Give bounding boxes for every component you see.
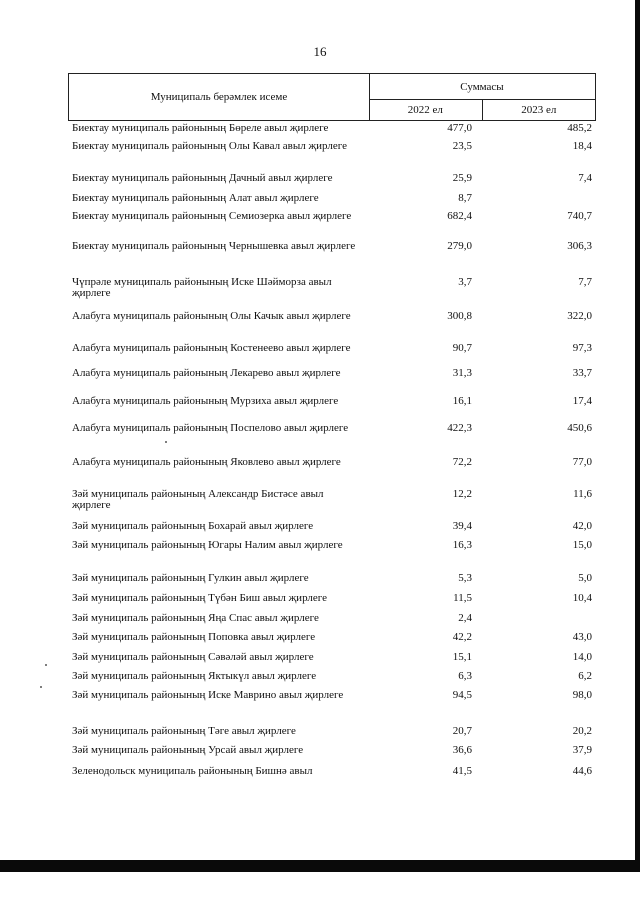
amount-2022: 11,5 xyxy=(453,592,472,604)
amount-2023: 15,0 xyxy=(572,539,592,551)
municipality-name: Алабуга муниципаль районының Олы Качык авыл җирлеге xyxy=(72,310,351,322)
amount-2023: 14,0 xyxy=(572,651,592,663)
amount-2022: 422,3 xyxy=(447,422,472,434)
amount-2023: 43,0 xyxy=(572,631,592,643)
municipality-name: Биектау муниципаль районының Олы Кавал авыл җирлеге xyxy=(72,140,347,152)
amount-2023: 98,0 xyxy=(572,689,592,701)
scan-edge-right xyxy=(635,0,640,870)
amount-2022: 300,8 xyxy=(447,310,472,322)
municipality-name: Алабуга муниципаль районының Поспелово авыл җирлеге xyxy=(72,422,349,434)
scan-edge-bottom xyxy=(0,860,640,872)
amount-2023: 20,2 xyxy=(572,725,592,737)
scan-speck xyxy=(165,441,167,443)
amount-2023: 10,4 xyxy=(572,592,592,604)
amount-2023: 97,3 xyxy=(572,342,592,354)
amount-2023: 306,3 xyxy=(567,240,592,252)
amount-2022: 12,2 xyxy=(452,488,472,500)
amount-2022: 279,0 xyxy=(447,240,472,252)
amount-2023: 7,7 xyxy=(578,276,592,288)
municipality-name: Чүпрәле муниципаль районының Иске Шәйморза авыл җирлеге xyxy=(72,276,332,299)
amount-2022: 25,9 xyxy=(452,172,472,184)
municipality-name: Биектау муниципаль районының Бөреле авыл җирлеге xyxy=(72,122,329,134)
header-year-2023: 2023 ел xyxy=(482,100,596,120)
amount-2023: 44,6 xyxy=(572,765,592,777)
municipality-name: Зәй муниципаль районының Поповка авыл җирлеге xyxy=(72,631,316,643)
amount-2022: 41,5 xyxy=(452,765,472,777)
municipality-name: Биектау муниципаль районының Семиозерка авыл җирлеге xyxy=(72,210,352,222)
scan-speck xyxy=(40,686,42,688)
amount-2022: 72,2 xyxy=(452,456,472,468)
municipality-name: Зәй муниципаль районының Яктыкүл авыл җирлеге xyxy=(72,670,317,682)
amount-2022: 39,4 xyxy=(452,520,472,532)
municipality-name: Зәй муниципаль районының Иске Маврино авыл җирлеге xyxy=(72,689,344,701)
page-number: 16 xyxy=(313,44,327,59)
municipality-name: Биектау муниципаль районының Алат авыл җирлеге xyxy=(72,192,319,204)
amount-2023: 17,4 xyxy=(572,395,592,407)
amount-2022: 16,1 xyxy=(452,395,472,407)
amount-2022: 5,3 xyxy=(458,572,472,584)
municipality-name: Алабуга муниципаль районының Мурзиха авыл җирлеге xyxy=(72,395,339,407)
header-sums-column xyxy=(369,74,595,120)
amount-2023: 450,6 xyxy=(567,422,592,434)
municipality-name: Зәй муниципаль районының Гулкин авыл җирлеге xyxy=(72,572,309,584)
amount-2022: 36,6 xyxy=(452,744,472,756)
amount-2023: 7,4 xyxy=(578,172,592,184)
municipality-name: Зәй муниципаль районының Александр Бистәсе авыл җирлеге xyxy=(72,488,324,511)
municipality-name: Зәй муниципаль районының Тәге авыл җирлеге xyxy=(72,725,296,737)
municipality-name: Биектау муниципаль районының Чернышевка авыл җирлеге xyxy=(72,240,356,252)
amount-2022: 682,4 xyxy=(447,210,472,222)
amount-2022: 20,7 xyxy=(452,725,472,737)
amount-2023: 6,2 xyxy=(578,670,592,682)
amount-2022: 23,5 xyxy=(452,140,472,152)
amount-2022: 16,3 xyxy=(452,539,472,551)
municipality-name: Зәй муниципаль районының Түбән Биш авыл җирлеге xyxy=(72,592,328,604)
amount-2023: 42,0 xyxy=(572,520,592,532)
amount-2023: 322,0 xyxy=(567,310,592,322)
municipality-name: Алабуга муниципаль районының Костенеево авыл җирлеге xyxy=(72,342,351,354)
header-years xyxy=(369,100,595,120)
municipality-name: Алабуга муниципаль районының Лекарево авыл җирлеге xyxy=(72,367,341,379)
amount-2023: 740,7 xyxy=(567,210,592,222)
amount-2023: 11,6 xyxy=(573,488,592,500)
amount-2023: 5,0 xyxy=(578,572,592,584)
scan-speck xyxy=(45,664,47,666)
amount-2022: 94,5 xyxy=(452,689,472,701)
municipality-name: Зәй муниципаль районының Сәвәләй авыл җирлеге xyxy=(72,651,314,663)
amount-2022: 6,3 xyxy=(458,670,472,682)
municipality-name: Зәй муниципаль районының Яңа Спас авыл җирлеге xyxy=(72,612,319,624)
header-year-2022: 2022 ел xyxy=(407,104,443,116)
municipality-name: Алабуга муниципаль районының Яковлево авыл җирлеге xyxy=(72,456,341,468)
amount-2023: 77,0 xyxy=(572,456,592,468)
amount-2023: 33,7 xyxy=(572,367,592,379)
amount-2022: 42,2 xyxy=(452,631,472,643)
amount-2022: 8,7 xyxy=(458,192,472,204)
amount-2023: 37,9 xyxy=(572,744,592,756)
table-header xyxy=(68,73,596,121)
amount-2023: 485,2 xyxy=(567,122,592,134)
municipality-name: Зеленодольск муниципаль районының Бишнә авыл xyxy=(72,765,313,777)
amount-2022: 15,1 xyxy=(452,651,472,663)
amount-2022: 477,0 xyxy=(447,122,472,134)
amount-2022: 31,3 xyxy=(452,367,472,379)
amount-2022: 90,7 xyxy=(452,342,472,354)
municipality-name: Биектау муниципаль районының Дачный авыл җирлеге xyxy=(72,172,333,184)
header-name-column: Муниципаль берәмлек исеме xyxy=(69,74,370,120)
amount-2022: 3,7 xyxy=(458,276,472,288)
municipality-name: Зәй муниципаль районының Бохарай авыл җирлеге xyxy=(72,520,314,532)
municipality-name: Зәй муниципаль районының Югары Налим авыл җирлеге xyxy=(72,539,343,551)
header-sums-title: Суммасы xyxy=(369,74,595,100)
municipality-name: Зәй муниципаль районының Урсай авыл җирлеге xyxy=(72,744,304,756)
amount-2022: 2,4 xyxy=(458,612,472,624)
amount-2023: 18,4 xyxy=(572,140,592,152)
